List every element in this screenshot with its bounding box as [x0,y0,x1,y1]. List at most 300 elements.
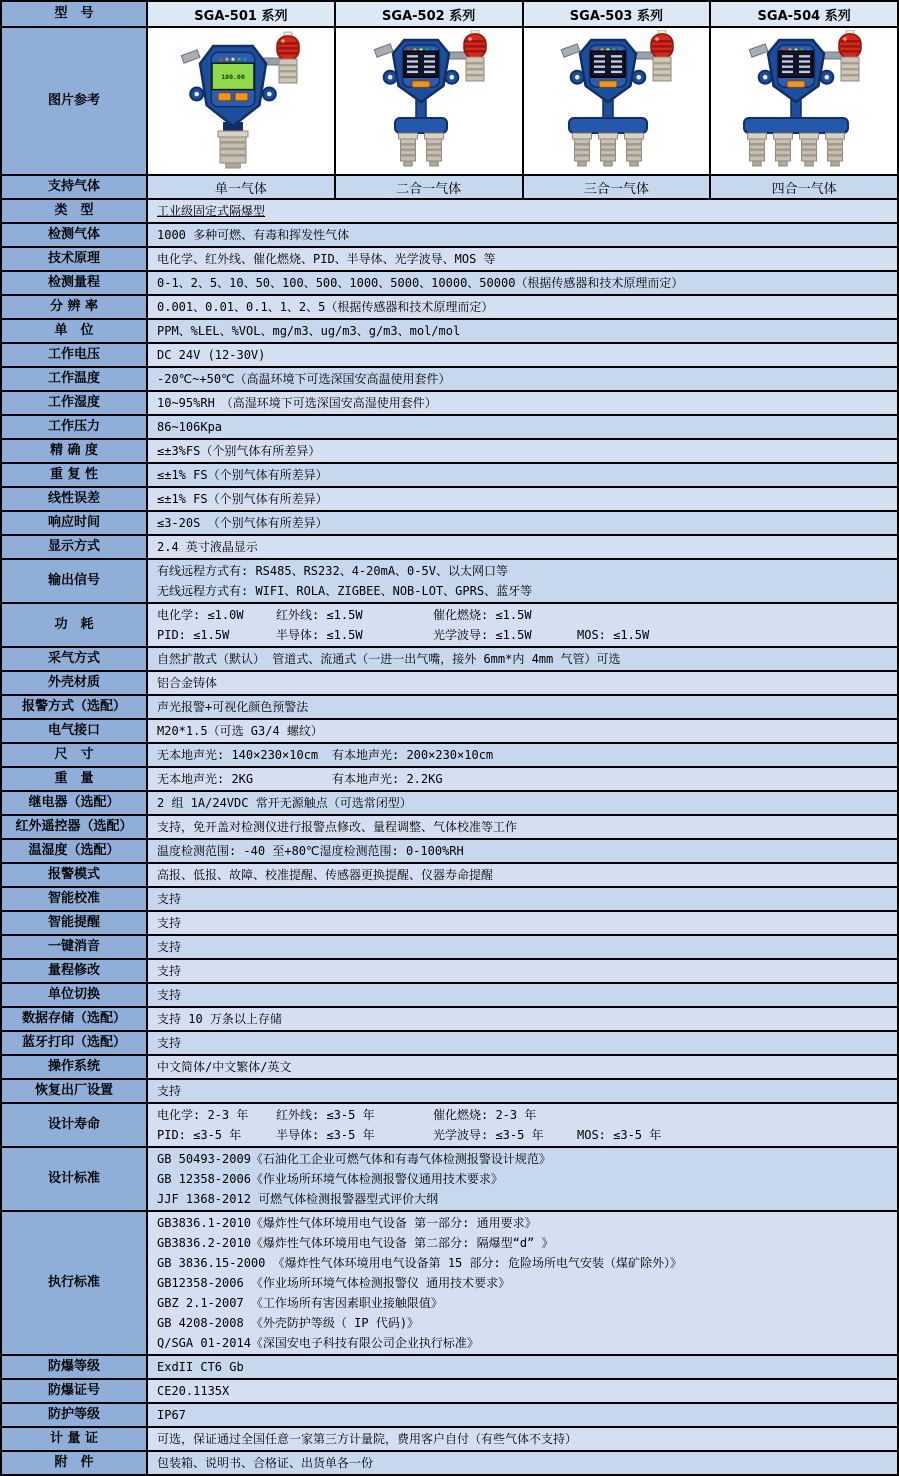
spec-row-output [2,558,897,602]
value-segment: 支持 [157,892,182,906]
device-image-sga-503 [522,28,710,174]
value-line [157,561,891,581]
spec-row-power [2,602,897,646]
model-header-sga-504: SGA-504 系列 [709,2,897,26]
value-line [157,1453,891,1473]
row-value-temp_humidity [148,840,897,862]
row-label-alarm_modes: 报警模式 [2,864,148,886]
gas-sensor [398,133,417,166]
gas-sensor [800,133,819,166]
spec-row-relay [2,790,897,814]
row-value-lifespan [148,1104,897,1146]
value-segment: 自然扩散式（默认） 管道式、流通式（一进一出气嘴，接外 6mm*内 4mm 气管）可选 [157,652,621,666]
row-label-type: 类 型 [2,200,148,222]
row-label-unit: 单 位 [2,320,148,342]
value-segment: GB 50493-2009《石油化工企业可燃气体和有毒气体检测报警设计规范》 [157,1152,551,1166]
value-segment: 1000 多种可燃、有毒和挥发性气体 [157,228,350,242]
row-value-pressure [148,416,897,438]
value-segment: GBZ 2.1-2007 《工作场所有害因素职业接触限值》 [157,1296,443,1310]
spec-row-exec_std [2,1210,897,1354]
value-line [157,673,891,693]
device-button [412,81,430,88]
device-image-sga-501 [148,28,334,174]
value-line [157,1105,891,1125]
cable-gland [562,44,581,57]
value-segment: 支持 [157,1036,182,1050]
screen-bar [407,71,418,73]
gas-row-label: 支持气体 [2,176,148,198]
spec-row-os [2,1054,897,1078]
detector-screen [404,51,438,77]
value-segment: 半导体: ≤3-5 年 [276,1128,375,1142]
row-label-response: 响应时间 [2,512,148,534]
gas-sensor [218,131,248,168]
screen-bar [594,66,605,68]
value-line [157,1169,891,1189]
spec-row-accessories [2,1450,897,1474]
row-value-exec_std [148,1212,897,1354]
value-segment: 无本地声光: 2KG [157,772,254,786]
row-value-relay [148,792,897,814]
row-label-ir_remote: 红外遥控器（选配） [2,816,148,838]
value-line [157,1381,891,1401]
value-segment: 红外线: ≤1.5W [276,608,363,622]
value-line [157,513,891,533]
value-segment: 可选，保证通过全国任意一家第三方计量院，费用客户自付（有些气体不支持） [157,1432,578,1446]
row-value-power [148,604,897,646]
value-line [157,465,891,485]
spec-row-storage [2,1006,897,1030]
value-segment: 电化学: ≤1.0W [157,608,244,622]
value-segment: GB 4208-2008 《外壳防护等级（ IP 代码)》 [157,1316,420,1330]
value-line [157,649,891,669]
alarm-beacon [839,30,861,81]
value-line [157,1333,891,1353]
screen-bar [594,60,605,62]
spec-row-linearity [2,486,897,510]
mounting-ear [383,71,396,84]
screen-bar [407,66,418,68]
value-line [157,1293,891,1313]
value-line [157,369,891,389]
image-row-label: 图片参考 [2,28,148,174]
value-segment: ≤±1% FS（个别气体有所差异） [157,492,328,506]
screen-bar [424,60,435,62]
row-value-work_humidity [148,392,897,414]
row-label-mute: 一键消音 [2,936,148,958]
row-value-output [148,560,897,602]
value-line [157,417,891,437]
value-segment: 高报、低报、故障、校准提醒、传感器更换提醒、仪器寿命提醒 [157,868,494,882]
row-value-display [148,536,897,558]
spec-row-dimensions [2,742,897,766]
spec-row-housing [2,670,897,694]
value-line [157,1009,891,1029]
row-value-accessories [148,1452,897,1474]
row-label-weight: 重 量 [2,768,148,790]
header-row [2,2,897,26]
row-label-dimensions: 尺 寸 [2,744,148,766]
value-segment: 86~106Kpa [157,420,223,434]
value-segment: GB3836.1-2010《爆炸性气体环境用电气设备 第一部分: 通用要求》 [157,1216,537,1230]
screen-bar [594,55,605,57]
mounting-ear [571,71,584,84]
device-button [218,93,231,101]
screen-reading: 100.00 [221,72,245,81]
row-label-alarm_opt: 报警方式（选配） [2,696,148,718]
gas-sensor [748,133,767,166]
value-segment: 无线远程方式有: WIFI、ROLA、ZIGBEE、NOB-LOT、GPRS、蓝牙等 [157,584,533,598]
gas-type-sga-502: 二合一气体 [334,176,522,198]
spec-row-alarm_modes [2,862,897,886]
spec-row-ir_remote [2,814,897,838]
sensor-manifold [569,118,647,133]
value-line [157,1233,891,1253]
cable-gland [374,44,393,57]
row-value-linearity [148,488,897,510]
value-segment: PID: ≤1.5W [157,628,230,642]
value-line [157,769,891,789]
gas-sensor [826,133,845,166]
row-label-elec_port: 电气接口 [2,720,148,742]
spec-row-sampling [2,646,897,670]
spec-row-metrology [2,1426,897,1450]
alarm-beacon [464,30,486,81]
row-value-ir_remote [148,816,897,838]
value-segment: JJF 1368-2012 可燃气体检测报警器型式评价大纲 [157,1192,439,1206]
value-segment: 工业级固定式隔爆型 [157,204,266,218]
gas-sensor [573,133,592,166]
spec-row-range_modify [2,958,897,982]
value-segment: 电化学: 2-3 年 [157,1108,249,1122]
spec-row-range [2,270,897,294]
value-segment: 催化燃烧: ≤1.5W [433,608,532,622]
value-line [157,1273,891,1293]
spec-row-display [2,534,897,558]
row-value-smart_remind [148,912,897,934]
row-label-bt_print: 蓝牙打印（选配） [2,1032,148,1054]
row-label-sampling: 采气方式 [2,648,148,670]
spec-row-smart_cal [2,886,897,910]
spec-row-ex_grade [2,1354,897,1378]
row-label-pressure: 工作压力 [2,416,148,438]
value-line [157,1189,891,1209]
value-segment: 0-1、2、5、10、50、100、500、1000、5000、10000、50000（根据传感器和技术原理而定） [157,276,684,290]
spec-row-lifespan [2,1102,897,1146]
gas-type-sga-504: 四合一气体 [709,176,897,198]
value-segment: 支持 [157,1084,182,1098]
gas-sensor [424,133,443,166]
value-line [157,1057,891,1077]
row-label-smart_remind: 智能提醒 [2,912,148,934]
value-line [157,697,891,717]
screen-bar [424,55,435,57]
spec-row-elec_port [2,718,897,742]
screen-bar [407,55,418,57]
value-segment: 10~95%RH （高湿环境下可选深国安高湿使用套件） [157,396,437,410]
gas-detector-illustration [526,30,706,172]
detector-screen [591,51,625,77]
value-line [157,581,891,601]
alarm-beacon [651,30,673,81]
spec-row-design_std [2,1146,897,1210]
model-header-sga-502: SGA-502 系列 [334,2,522,26]
value-segment: GB3836.2-2010《爆炸性气体环境用电气设备 第二部分: 隔爆型“d” 》 [157,1236,554,1250]
spec-row-bt_print [2,1030,897,1054]
row-label-ex_grade: 防爆等级 [2,1356,148,1378]
row-value-ex_cert [148,1380,897,1402]
row-value-alarm_modes [148,864,897,886]
row-label-relay: 继电器（选配） [2,792,148,814]
value-line [157,937,891,957]
row-value-range_modify [148,960,897,982]
spec-row-weight [2,766,897,790]
value-line [157,441,891,461]
row-value-design_std [148,1148,897,1210]
device-image-sga-502 [334,28,522,174]
spec-row-temp_humidity [2,838,897,862]
sensor-manifold [395,118,447,133]
value-line [157,1429,891,1449]
value-line [157,393,891,413]
row-value-smart_cal [148,888,897,910]
value-line [157,1033,891,1053]
value-line [157,249,891,269]
status-led [219,58,222,61]
value-segment: DC 24V (12-30V) [157,348,266,362]
value-segment: PPM、%LEL、%VOL、mg/m3、ug/m3、g/m3、mol/mol [157,324,461,338]
row-label-os: 操作系统 [2,1056,148,1078]
row-value-os [148,1056,897,1078]
value-segment: 有本地声光: 2.2KG [332,772,443,786]
screen-bar [799,55,810,57]
row-value-dimensions [148,744,897,766]
value-line [157,841,891,861]
device-image-sga-504 [709,28,897,174]
model-header-sga-503: SGA-503 系列 [522,2,710,26]
row-label-gases: 检测气体 [2,224,148,246]
device-button [599,81,617,88]
spec-row-pressure [2,414,897,438]
screen-bar [407,60,418,62]
value-line [157,721,891,741]
value-line [157,745,891,765]
row-label-unit_switch: 单位切换 [2,984,148,1006]
screen-bar [594,71,605,73]
row-value-unit_switch [148,984,897,1006]
row-label-linearity: 线性误差 [2,488,148,510]
row-label-voltage: 工作电压 [2,344,148,366]
value-segment: 0.001、0.01、0.1、1、2、5（根据传感器和技术原理而定） [157,300,494,314]
row-label-output: 输出信号 [2,560,148,602]
value-segment: 2.4 英寸液晶显示 [157,540,258,554]
value-segment: ≤3-20S （个别气体有所差异） [157,516,328,530]
row-value-accuracy [148,440,897,462]
value-line [157,605,891,625]
spec-row-alarm_opt [2,694,897,718]
value-segment: 光学波导: ≤3-5 年 [433,1128,544,1142]
alarm-beacon [277,32,299,83]
screen-bar [782,71,793,73]
spec-row-resolution [2,294,897,318]
detector-screen [779,51,813,77]
spec-row-mute [2,934,897,958]
value-line [157,1125,891,1145]
value-segment: 红外线: ≤3-5 年 [276,1108,375,1122]
value-segment: 支持 [157,964,182,978]
row-label-ex_cert: 防爆证号 [2,1380,148,1402]
row-label-resolution: 分 辨 率 [2,296,148,318]
row-label-principle: 技术原理 [2,248,148,270]
image-row [2,26,897,174]
value-segment: 铝合金铸体 [157,676,218,690]
screen-bar [782,55,793,57]
row-value-storage [148,1008,897,1030]
value-segment: CE20.1135X [157,1384,230,1398]
value-segment: GB12358-2006 《作业场所环境气体检测报警仪 通用技术要求》 [157,1276,511,1290]
row-label-power: 功 耗 [2,604,148,646]
row-value-repeatability [148,464,897,486]
value-segment: 支持 [157,916,182,930]
row-label-smart_cal: 智能校准 [2,888,148,910]
row-label-metrology: 计 量 证 [2,1428,148,1450]
value-segment: 支持 10 万条以上存储 [157,1012,282,1026]
row-value-elec_port [148,720,897,742]
screen-bar [782,66,793,68]
screen-bar [611,55,622,57]
row-value-bt_print [148,1032,897,1054]
mounting-ear [190,88,203,101]
screen-bar [611,66,622,68]
row-label-exec_std: 执行标准 [2,1212,148,1354]
row-value-type [148,200,897,222]
row-label-accessories: 附 件 [2,1452,148,1474]
row-value-voltage [148,344,897,366]
gas-sensor [599,133,618,166]
model-header-sga-501: SGA-501 系列 [148,2,334,26]
value-segment: Q/SGA 01-2014《深国安电子科技有限公司企业执行标准》 [157,1336,479,1350]
row-label-range: 检测量程 [2,272,148,294]
device-button [235,93,248,101]
value-line [157,537,891,557]
value-segment: 半导体: ≤1.5W [276,628,363,642]
spec-row-work_humidity [2,390,897,414]
value-line [157,321,891,341]
row-label-lifespan: 设计寿命 [2,1104,148,1146]
spec-rows [2,198,897,1474]
status-led [243,58,246,61]
value-segment: MOS: ≤1.5W [577,628,650,642]
row-value-housing [148,672,897,694]
value-segment: IP67 [157,1408,186,1422]
value-line [157,793,891,813]
row-label-temp_humidity: 温湿度（选配） [2,840,148,862]
row-value-unit [148,320,897,342]
spec-row-repeatability [2,462,897,486]
spec-row-accuracy [2,438,897,462]
screen-bar [611,60,622,62]
value-segment: 温度检测范围: -40 至+80℃ [157,844,320,858]
value-segment: 光学波导: ≤1.5W [433,628,532,642]
device-button [787,81,805,88]
value-segment: 中文简体/中文繁体/英文 [157,1060,292,1074]
mounting-ear [263,88,276,101]
value-line [157,225,891,245]
value-line [157,889,891,909]
value-segment: ≤±1% FS（个别气体有所差异） [157,468,328,482]
row-value-work_temp [148,368,897,390]
spec-row-ex_cert [2,1378,897,1402]
spec-row-unit_switch [2,982,897,1006]
screen-bar [782,60,793,62]
value-line [157,865,891,885]
spec-row-response [2,510,897,534]
row-value-principle [148,248,897,270]
value-segment: GB 3836.15-2000 《爆炸性气体环境用电气设备第 15 部分: 危险场所电气安装（煤矿除外）》 [157,1256,682,1270]
value-segment: ExdII CT6 Gb [157,1360,244,1374]
row-value-mute [148,936,897,958]
value-segment: 支持，免开盖对检测仪进行报警点修改、量程调整、气体校准等工作 [157,820,518,834]
row-label-ip: 防护等级 [2,1404,148,1426]
value-line [157,817,891,837]
row-value-weight [148,768,897,790]
value-line [157,625,891,645]
screen-bar [799,71,810,73]
row-value-metrology [148,1428,897,1450]
status-led [237,58,240,61]
row-value-alarm_opt [148,696,897,718]
value-line [157,297,891,317]
value-line [157,201,891,221]
row-value-gases [148,224,897,246]
gas-row [2,174,897,198]
screen-bar [611,71,622,73]
value-segment: 无本地声光: 140×230×10cm [157,748,319,762]
sensor-manifold [744,118,848,133]
header-label-model: 型 号 [2,2,148,26]
value-line [157,1081,891,1101]
row-value-range [148,272,897,294]
spec-row-ip [2,1402,897,1426]
screen-bar [799,66,810,68]
mounting-ear [633,71,646,84]
row-label-accuracy: 精 确 度 [2,440,148,462]
row-value-ip [148,1404,897,1426]
value-segment: 支持 [157,940,182,954]
value-segment: 声光报警+可视化颜色预警法 [157,700,309,714]
row-label-range_modify: 量程修改 [2,960,148,982]
value-segment: 有线远程方式有: RS485、RS232、4-20mA、0-5V、以太网口等 [157,564,508,578]
value-segment: M20*1.5（可选 G3/4 螺纹） [157,724,323,738]
mounting-ear [820,71,833,84]
value-line [157,1357,891,1377]
gas-detector-illustration [714,30,894,172]
spec-row-smart_remind [2,910,897,934]
spec-row-type [2,198,897,222]
gas-type-sga-503: 三合一气体 [522,176,710,198]
row-value-sampling [148,648,897,670]
row-value-response [148,512,897,534]
row-label-work_temp: 工作温度 [2,368,148,390]
value-segment: 有本地声光: 200×230×10cm [332,748,494,762]
value-line [157,1405,891,1425]
value-line [157,1253,891,1273]
cable-gland [181,50,200,63]
row-label-storage: 数据存储（选配） [2,1008,148,1030]
screen-bar [424,71,435,73]
status-led [231,58,234,61]
gas-sensor [774,133,793,166]
